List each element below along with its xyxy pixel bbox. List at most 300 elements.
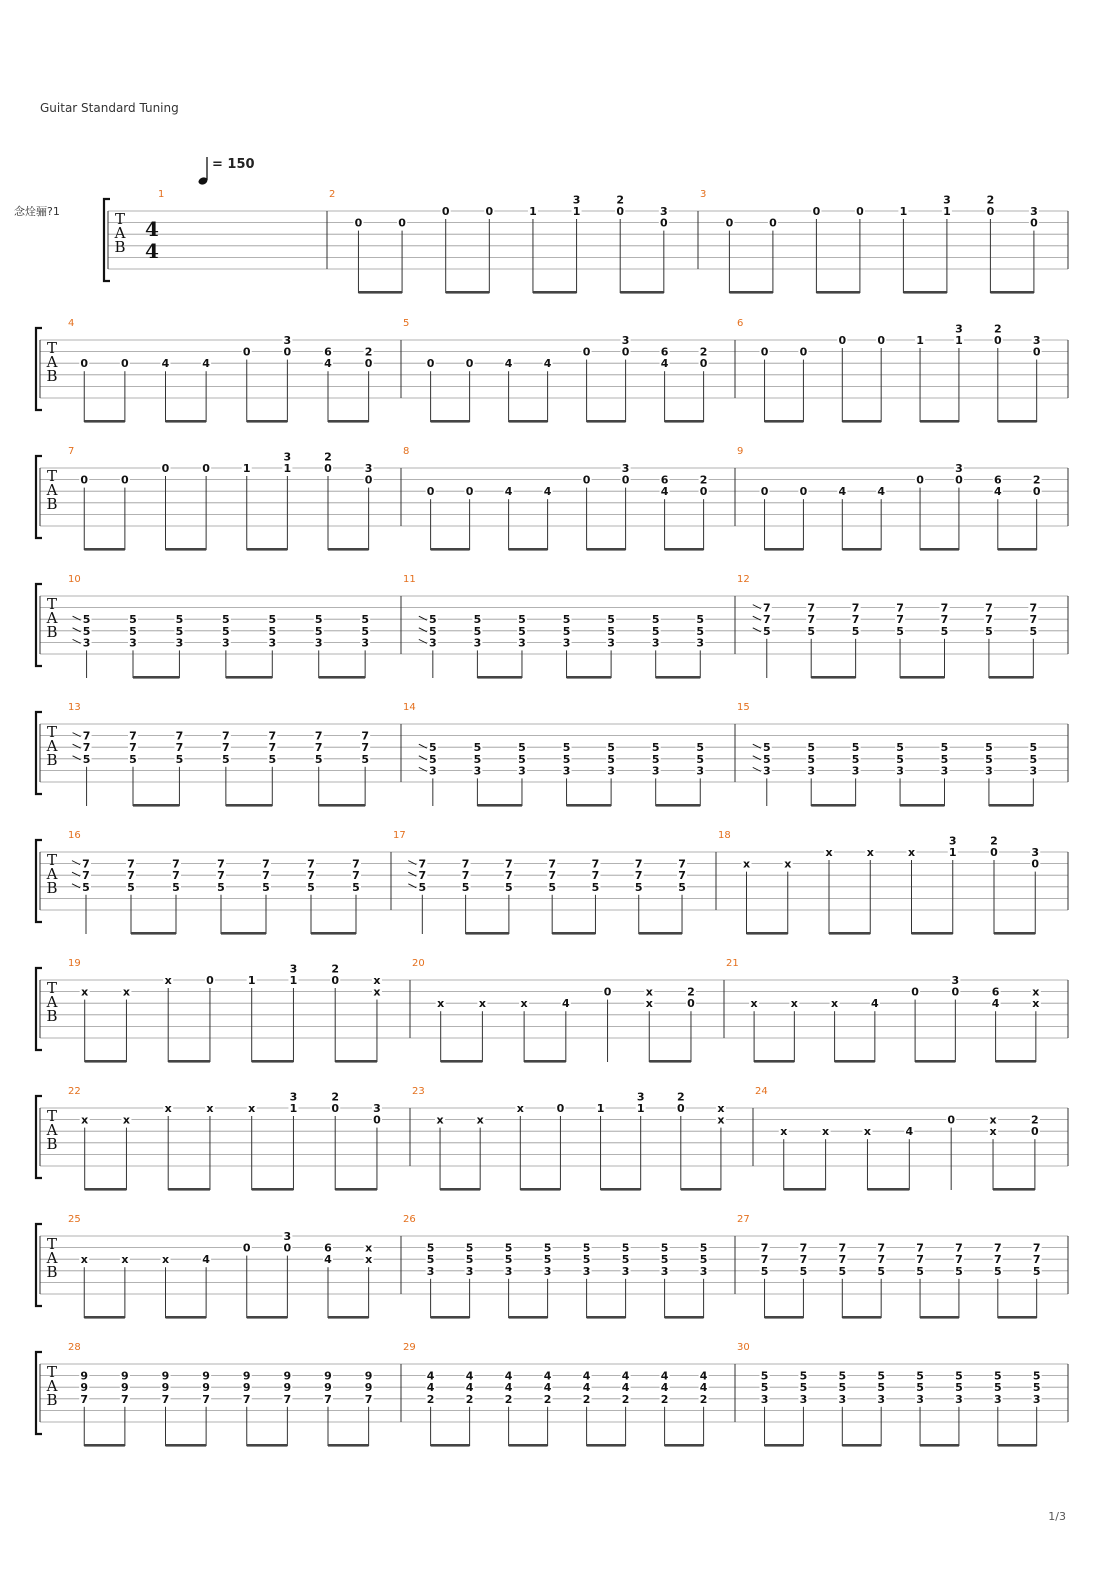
tab-clef-letter: T [46,723,58,741]
fret-number: 5 [429,624,437,638]
fret-number: 5 [678,880,686,894]
fret-number: 2 [543,1392,552,1406]
fret-number: 4 [699,1381,708,1395]
fret-number: 7 [324,1392,332,1406]
fret-number: 3 [283,1230,292,1243]
dead-note: x [373,974,381,987]
fret-number: 0 [616,205,625,218]
beam [328,1316,369,1319]
fret-number: 5 [877,1369,886,1383]
beam [784,1188,826,1191]
fret-number: 3 [636,1090,645,1104]
fret-number: 7 [262,857,270,871]
fret-number: 3 [940,764,949,778]
fret-number: 6 [660,473,669,487]
fret-number: 3 [621,1264,630,1278]
fret-number: 6 [324,1241,332,1255]
dead-note: x [790,997,798,1011]
fret-number: 5 [473,613,482,627]
tab-clef-letter: B [46,1263,58,1281]
fret-number: 5 [548,880,556,894]
fret-number: 3 [426,1264,435,1278]
fret-number: 0 [621,473,630,487]
fret-number: 7 [361,741,369,755]
fret-number: 5 [877,1264,886,1278]
fret-number: 5 [762,752,771,766]
fret-number: 0 [699,357,708,371]
tab-system [36,446,1068,551]
fret-number: 9 [324,1369,332,1383]
fret-number: 4 [161,357,170,371]
fret-number: 7 [799,1253,808,1267]
fret-number: 5 [465,1253,474,1267]
fret-number: 4 [465,1369,474,1383]
fret-number: 0 [331,974,340,987]
tab-clef-letter: B [46,1391,58,1409]
fret-number: 4 [621,1369,630,1383]
fret-number: 7 [172,857,180,871]
fret-number: 7 [807,613,816,627]
fret-number: 5 [1029,752,1038,766]
beam [915,1060,955,1063]
fret-number: 6 [660,345,669,359]
fret-number: 5 [916,1369,924,1383]
fret-number: 4 [543,485,552,499]
beam [328,420,369,423]
tab-clef-letter: B [46,367,58,385]
fret-number: 3 [289,1090,298,1104]
fret-number: 3 [651,764,660,778]
beam [989,804,1033,807]
slide-mark [419,616,427,620]
fret-number: 5 [361,624,369,638]
fret-number: 5 [838,1381,847,1395]
fret-number: 5 [760,1264,769,1278]
fret-number: 5 [268,613,277,627]
fret-number: 4 [324,357,332,371]
fret-number: 0 [465,357,474,371]
fret-number: 5 [418,880,427,894]
fret-number: 3 [607,764,615,778]
tab-system [36,1086,1068,1191]
fret-number: 7 [634,869,643,883]
fret-number: 3 [1032,334,1041,347]
fret-number: 7 [505,869,513,883]
fret-number: 5 [985,752,993,766]
fret-number: 9 [242,1381,251,1395]
fret-number: 3 [1031,846,1040,859]
tab-system [36,1342,1068,1447]
beam [533,291,577,294]
fret-number: 7 [678,869,686,883]
fret-number: 7 [1029,601,1038,615]
fret-number: 5 [651,624,660,638]
beam [477,804,522,807]
fret-number: 0 [80,473,89,487]
fret-number: 7 [127,857,135,871]
fret-number: 4 [877,485,886,499]
fret-number: 7 [307,869,315,883]
tab-clef-letter: T [46,1235,58,1253]
fret-number: 5 [985,624,993,638]
dead-note: x [645,985,653,999]
fret-number: 5 [314,624,323,638]
fret-number: 2 [324,450,332,464]
fret-number: 7 [222,741,230,755]
beam [835,1060,875,1063]
dead-note: x [742,857,751,871]
dead-note: x [436,1113,444,1127]
fret-number: 3 [948,834,957,848]
beam [998,420,1037,423]
beam [620,291,664,294]
beam [431,1316,470,1319]
fret-number: 7 [172,869,180,883]
fret-number: 7 [896,613,904,627]
fret-number: 9 [324,1381,332,1395]
measure-number: 2 [329,189,336,200]
fret-number: 7 [916,1241,924,1255]
fret-number: 5 [1029,741,1038,755]
beam [665,548,704,551]
tab-clef-letter: A [46,609,58,627]
fret-number: 4 [426,1369,435,1383]
fret-number: 5 [993,1381,1002,1395]
fret-number: 0 [799,345,808,359]
fret-number: 0 [582,345,591,359]
fret-number: 3 [985,764,993,778]
tab-system [36,830,1068,935]
fret-number: 7 [268,741,277,755]
beam [665,1444,704,1447]
measure-number: 23 [412,1086,425,1097]
dead-note: x [248,1102,256,1115]
fret-number: 7 [217,869,225,883]
fret-number: 3 [955,1392,963,1406]
fret-number: 3 [222,636,230,650]
fret-number: 5 [621,1241,630,1255]
fret-number: 5 [985,741,993,755]
fret-number: 7 [940,613,949,627]
beam [319,676,365,679]
fret-number: 3 [660,1264,669,1278]
beam [842,548,881,551]
beam [166,1316,207,1319]
fret-number: 3 [1029,764,1038,778]
fret-number: 5 [461,880,470,894]
fret-number: 5 [429,613,437,627]
beam [920,420,959,423]
fret-number: 7 [262,869,270,883]
fret-number: 7 [807,601,816,615]
fret-number: 0 [760,485,769,499]
fret-number: 0 [947,1113,955,1127]
fret-number: 5 [129,613,137,627]
slide-mark [408,872,416,876]
fret-number: 5 [940,752,949,766]
dead-note: x [81,985,89,999]
fret-number: 5 [518,624,526,638]
tab-clef-letter: T [46,979,58,997]
fret-number: 7 [352,869,360,883]
fret-number: 0 [441,205,450,218]
fret-number: 5 [429,741,437,755]
fret-number: 2 [582,1392,591,1406]
fret-number: 5 [314,613,323,627]
beam [656,676,701,679]
beam [247,420,288,423]
measure-number: 12 [737,574,750,585]
fret-number: 4 [905,1125,914,1139]
beam [84,420,125,423]
beam [85,1188,127,1191]
beam [587,420,626,423]
beam [587,548,626,551]
tab-clef-letter: B [46,879,58,897]
fret-number: 7 [314,741,323,755]
fret-number: 0 [161,462,170,475]
slide-mark [408,861,416,865]
fret-number: 5 [634,880,643,894]
fret-number: 7 [678,857,686,871]
tab-system [36,702,1068,807]
fret-number: 0 [465,485,474,499]
fret-number: 7 [461,869,470,883]
fret-number: 5 [127,880,135,894]
beam [131,932,176,935]
fret-number: 5 [607,752,615,766]
slide-mark [419,756,427,760]
beam [509,1444,548,1447]
fret-number: 5 [1032,1369,1041,1383]
fret-number: 3 [283,450,292,464]
tab-clef-letter: B [46,1007,58,1025]
beam [656,804,701,807]
fret-number: 5 [699,1241,708,1255]
tab-clef-letter: T [46,1107,58,1125]
fret-number: 6 [993,473,1002,487]
tab-clef-letter: A [46,481,58,499]
fret-number: 3 [621,334,630,347]
beam [431,548,470,551]
fret-number: 5 [799,1369,808,1383]
fret-number: 5 [426,1253,435,1267]
fret-number: 3 [268,636,277,650]
beam [85,1060,127,1063]
fret-number: 7 [634,857,643,871]
beam [252,1060,294,1063]
fret-number: 3 [283,334,292,347]
fret-number: 7 [121,1392,129,1406]
fret-number: 7 [760,1241,769,1255]
fret-number: 5 [940,624,949,638]
beam [998,1316,1037,1319]
fret-number: 0 [556,1102,565,1115]
fret-number: 0 [856,205,864,218]
fret-number: 4 [504,1369,513,1383]
tab-clef-letter: T [46,851,58,869]
beam [765,1444,804,1447]
beam [168,1060,210,1063]
fret-number: 4 [660,357,669,371]
fret-number: 5 [175,624,184,638]
fret-number: 7 [851,613,860,627]
beam [133,804,179,807]
beam [441,1060,483,1063]
fret-number: 4 [660,1369,669,1383]
measure-number: 5 [403,318,410,329]
fret-number: 4 [465,1381,474,1395]
fret-number: 7 [1029,613,1038,627]
fret-number: 7 [82,869,90,883]
beam [842,1444,881,1447]
beam [998,548,1037,551]
fret-number: 5 [518,741,526,755]
fret-number: 3 [543,1264,552,1278]
fret-number: 0 [659,216,668,230]
fret-number: 5 [955,1381,963,1395]
dead-note: x [822,1125,830,1139]
slide-mark [753,616,761,620]
beam [319,804,365,807]
fret-number: 7 [82,729,91,743]
tab-clef-letter: T [46,595,58,613]
fret-number: 2 [699,1392,708,1406]
fret-number: 0 [364,473,373,487]
fret-number: 5 [562,741,571,755]
beam [431,420,470,423]
fret-number: 0 [676,1102,685,1115]
fret-number: 0 [621,345,630,359]
tab-clef-letter: B [46,1135,58,1153]
beam [509,1316,548,1319]
fret-number: 9 [364,1381,373,1395]
fret-number: 3 [465,1264,474,1278]
fret-number: 1 [899,205,908,218]
fret-number: 9 [80,1381,89,1395]
fret-number: 0 [426,357,435,371]
fret-number: 1 [955,334,963,347]
beam [765,420,804,423]
fret-number: 0 [1032,485,1041,499]
fret-number: 5 [955,1264,963,1278]
fret-number: 5 [504,1253,513,1267]
fret-number: 3 [518,764,526,778]
fret-number: 2 [621,1392,630,1406]
fret-number: 3 [1030,205,1038,218]
beam [247,1444,288,1447]
fret-number: 2 [993,322,1002,336]
fret-number: 0 [582,473,591,487]
fret-number: 5 [896,752,904,766]
beam [226,804,272,807]
dead-note: x [206,1102,214,1115]
fret-number: 4 [543,1381,552,1395]
dead-note: x [164,1102,172,1115]
fret-number: 0 [242,345,251,359]
fret-number: 0 [373,1113,381,1127]
fret-number: 5 [268,752,277,766]
tab-clef-letter: A [46,737,58,755]
fret-number: 5 [307,880,315,894]
beam [842,1316,881,1319]
fret-number: 1 [283,462,292,475]
fret-number: 3 [762,764,771,778]
fret-number: 1 [529,205,537,218]
beam [920,548,959,551]
fret-number: 3 [562,764,571,778]
fret-number: 0 [283,345,292,359]
beam [335,1188,377,1191]
fret-number: 0 [760,345,769,359]
fret-number: 9 [283,1381,292,1395]
fret-number: 5 [129,752,137,766]
tab-system [36,318,1068,423]
tab-clef-letter: A [46,353,58,371]
fret-number: 0 [206,974,214,987]
beam [446,291,490,294]
fret-number: 3 [572,193,581,207]
dead-note: x [831,997,839,1011]
fret-number: 7 [548,857,556,871]
fret-number: 0 [799,485,808,499]
fret-number: 7 [851,601,860,615]
beam [747,932,788,935]
measure-number: 27 [737,1214,750,1225]
fret-number: 2 [986,193,995,207]
fret-number: 3 [955,462,963,475]
fret-number: 2 [364,345,373,359]
beam [665,1316,704,1319]
fret-number: 0 [769,216,777,230]
fret-number: 3 [877,1392,886,1406]
fret-number: 5 [591,880,600,894]
tab-clef-letter: A [46,1121,58,1139]
slide-mark [73,744,81,748]
fret-number: 2 [1032,473,1041,487]
dead-note: x [478,997,486,1011]
measure-number: 30 [737,1342,750,1353]
fret-number: 1 [916,334,924,347]
fret-number: 5 [799,1264,808,1278]
fret-number: 7 [760,1253,769,1267]
fret-number: 3 [473,636,482,650]
fret-number: 5 [916,1381,924,1395]
fret-number: 5 [699,1253,708,1267]
fret-number: 7 [993,1241,1002,1255]
fret-number: 4 [202,357,210,371]
slide-mark [753,756,761,760]
fret-number: 7 [505,857,513,871]
dead-note: x [780,1125,788,1139]
fret-number: 3 [361,636,369,650]
fret-number: 2 [687,985,695,999]
tab-clef-letter: B [114,238,126,256]
fret-number: 4 [871,997,879,1011]
fret-number: 7 [268,729,277,743]
tab-clef-letter: T [114,210,126,228]
fret-number: 7 [993,1253,1002,1267]
fret-number: 5 [940,741,949,755]
fret-number: 5 [518,613,526,627]
fret-number: 4 [582,1381,591,1395]
fret-number: 7 [838,1253,847,1267]
fret-number: 7 [955,1253,963,1267]
fret-number: 0 [993,334,1002,347]
dead-note: x [520,997,528,1011]
fret-number: 0 [699,485,708,499]
fret-number: 5 [660,1241,669,1255]
